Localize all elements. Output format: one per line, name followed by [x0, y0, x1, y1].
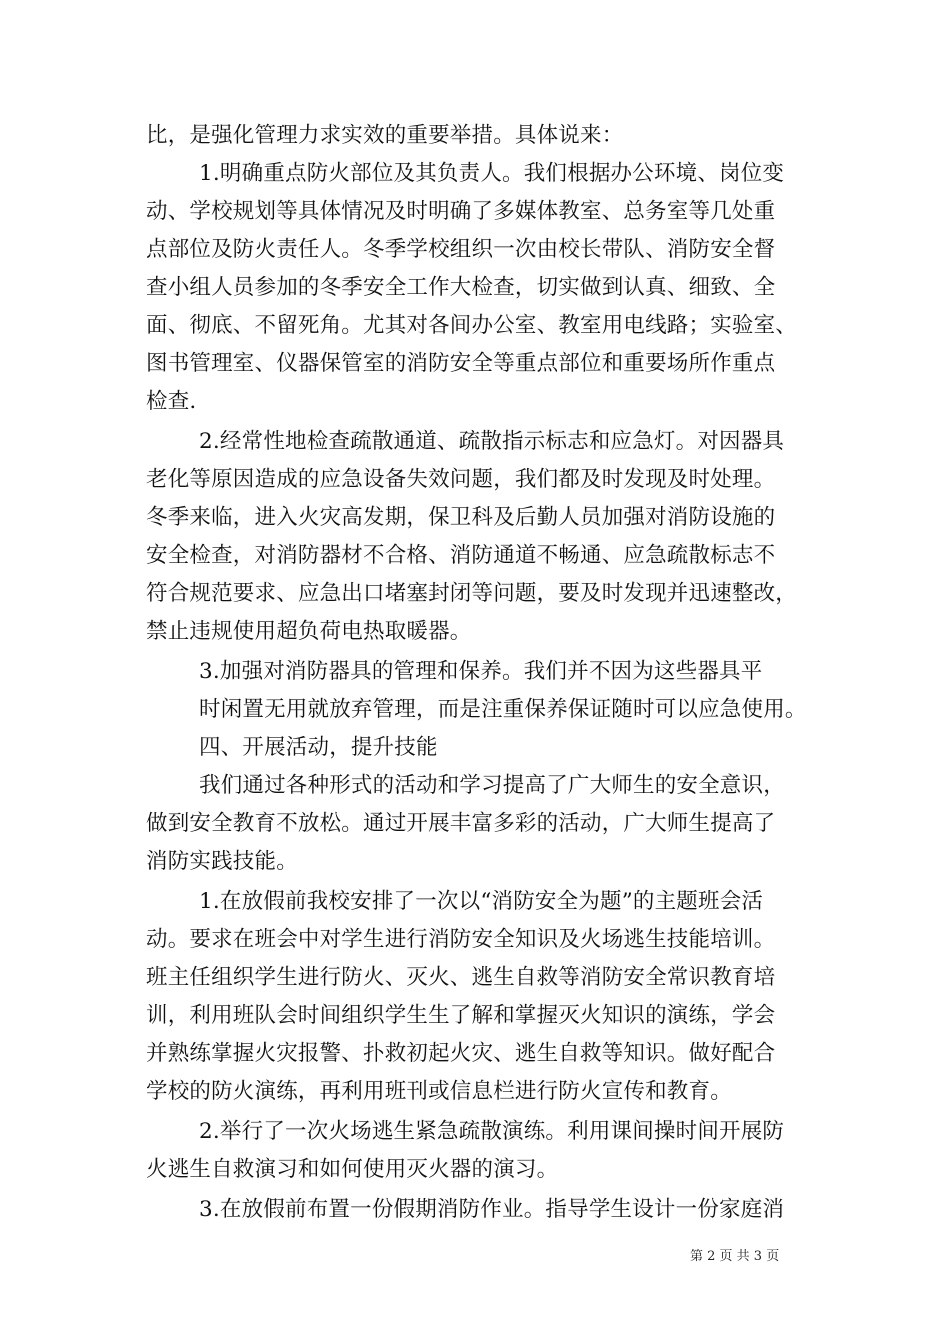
text-line: 点部位及防火责任人。冬季学校组织一次由校长带队、消防安全督 — [146, 237, 776, 262]
text-line: 老化等原因造成的应急设备失效问题，我们都及时发现及时处理。 — [146, 467, 776, 492]
text-line: 动。要求在班会中对学生进行消防安全知识及火场逃生技能培训。 — [146, 927, 776, 952]
text-line: 查小组人员参加的冬季安全工作大检查，切实做到认真、细致、全 — [146, 275, 776, 300]
text-line: 安全检查，对消防器材不合格、消防通道不畅通、应急疏散标志不 — [146, 543, 776, 568]
text-line: 训，利用班队会时间组织学生生了解和掌握灭火知识的演练，学会 — [146, 1003, 776, 1028]
page-number-footer: 第 2 页 共 3 页 — [690, 1249, 780, 1264]
text-line: 做到安全教育不放松。通过开展丰富多彩的活动，广大师生提高了 — [146, 811, 776, 836]
text-line: 禁止违规使用超负荷电热取暖器。 — [146, 619, 472, 644]
text-line: 1.在放假前我校安排了一次以“消防安全为题”的主题班会活 — [199, 889, 764, 914]
text-line: 2.经常性地检查疏散通道、疏散指示标志和应急灯。对因器具 — [199, 429, 785, 454]
text-line: 我们通过各种形式的活动和学习提高了广大师生的安全意识， — [199, 773, 785, 798]
text-line: 3.在放假前布置一份假期消防作业。指导学生设计一份家庭消 — [199, 1197, 785, 1222]
text-line: 消防实践技能。 — [146, 849, 298, 874]
text-line: 检查. — [146, 389, 197, 414]
text-line: 图书管理室、仪器保管室的消防安全等重点部位和重要场所作重点 — [146, 351, 776, 376]
document-body — [146, 117, 818, 1229]
text-line: 动、学校规划等具体情况及时明确了多媒体教室、总务室等几处重 — [146, 199, 776, 224]
text-line: 比，是强化管理力求实效的重要举措。具体说来： — [146, 123, 624, 148]
section-heading: 四、开展活动，提升技能 — [199, 735, 438, 760]
text-line: 1.明确重点防火部位及其负责人。我们根据办公环境、岗位变 — [199, 161, 785, 186]
text-line: 学校的防火演练，再利用班刊或信息栏进行防火宣传和教育。 — [146, 1079, 732, 1104]
text-line: 火逃生自救演习和如何使用灭火器的演习。 — [146, 1157, 559, 1182]
text-line: 2.举行了一次火场逃生紧急疏散演练。利用课间操时间开展防 — [199, 1119, 785, 1144]
text-line: 3.加强对消防器具的管理和保养。我们并不因为这些器具平 — [199, 659, 763, 684]
text-line: 面、彻底、不留死角。尤其对各间办公室、教室用电线路；实验室、 — [146, 313, 798, 338]
text-line: 冬季来临，进入火灾高发期，保卫科及后勤人员加强对消防设施的 — [146, 505, 776, 530]
text-line: 并熟练掌握火灾报警、扑救初起火灾、逃生自救等知识。做好配合 — [146, 1041, 776, 1066]
text-line: 符合规范要求、应急出口堵塞封闭等问题，要及时发现并迅速整改， — [146, 581, 798, 606]
text-line: 班主任组织学生进行防火、灭火、逃生自救等消防安全常识教育培 — [146, 965, 776, 990]
text-line: 时闲置无用就放弃管理，而是注重保养保证随时可以应急使用。 — [199, 697, 807, 722]
